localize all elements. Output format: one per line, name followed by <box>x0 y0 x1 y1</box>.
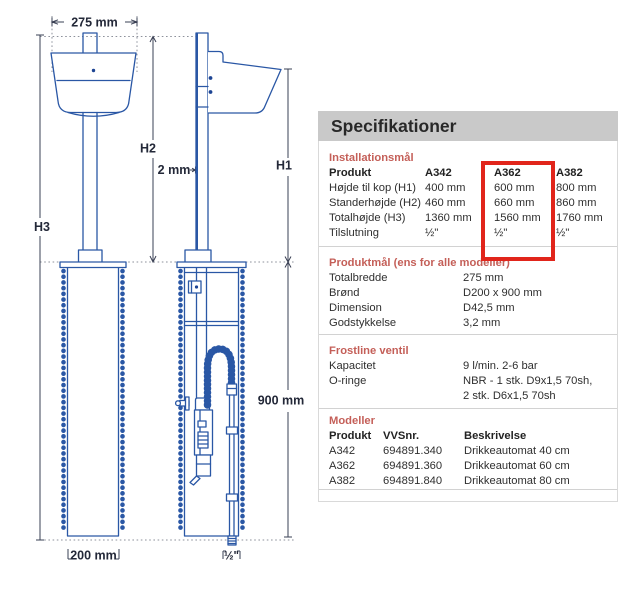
table-row: A362 694891.360 Drikkeautomat 60 cm <box>329 460 570 472</box>
well-flange <box>177 262 246 268</box>
dim-h3-label: H3 <box>34 220 50 234</box>
spec-panel-body <box>318 141 618 502</box>
section-installationsmal <box>319 141 617 247</box>
table-row: A382 694891.840 Drikkeautomat 80 cm <box>329 475 570 487</box>
right-well <box>176 262 246 545</box>
junction-box <box>189 281 202 293</box>
install-col-headers <box>329 166 617 181</box>
table-row: Standerhøjde (H2) 460 mm 660 mm 860 mm <box>329 197 597 209</box>
flex-hose <box>208 349 232 405</box>
table-row: Kapacitet 9 l/min. 2-6 bar <box>329 360 538 372</box>
mount-bolt <box>209 90 213 94</box>
dim-wall-label: 2 mm <box>157 162 191 177</box>
pipe-clamp <box>227 494 238 501</box>
supply-pipe <box>227 384 238 545</box>
basin-side-profile <box>208 52 281 114</box>
table-row: A342 694891.340 Drikkeautomat 40 cm <box>329 445 570 457</box>
spec-panel-title: Specifikationer <box>331 115 457 136</box>
well-flange <box>60 262 126 268</box>
table-row: Godstykkelse 3,2 mm <box>329 317 501 329</box>
table-row: Brønd D200 x 900 mm <box>329 287 542 299</box>
well-walls <box>68 268 119 536</box>
front-pole-collar <box>79 250 103 262</box>
col-header-produkt: Produkt <box>329 430 372 442</box>
dim-width-label: 275 mm <box>71 15 118 30</box>
dim-connection-label: ½" <box>223 550 240 563</box>
section-heading: Produktmål (ens for alle modeller) <box>329 257 510 269</box>
panel-footer-strip <box>319 490 617 501</box>
section-heading: Modeller <box>329 415 376 427</box>
table-row: Dimension D42,5 mm <box>329 302 515 314</box>
left-well <box>60 262 126 536</box>
front-pole <box>83 113 97 251</box>
dim-well-width-label: 200 mm <box>70 548 117 563</box>
col-header-a362: A362 <box>494 167 521 179</box>
valve-spout <box>190 476 200 485</box>
section-produktmal <box>319 247 617 335</box>
pipe-fitting <box>227 384 237 395</box>
section-heading: Frostline ventil <box>329 345 409 357</box>
technical-drawing <box>0 0 320 600</box>
spec-panel <box>318 111 618 502</box>
side-pole-collar <box>185 250 211 262</box>
dim-h2-label: H2 <box>140 141 156 156</box>
col-header-vvsnr: VVSnr. <box>383 430 420 442</box>
dim-h1-label: H1 <box>276 158 292 173</box>
front-view <box>51 33 136 262</box>
table-row: Tilslutning ½" ½" ½" <box>329 227 570 239</box>
col-header-produkt: Produkt <box>329 167 372 179</box>
table-row: O-ringe NBR - 1 stk. D9x1,5 70sh, 2 stk. D6x1,5 70sh <box>329 375 593 402</box>
threaded-connector <box>228 536 236 545</box>
mount-bolt <box>209 76 213 80</box>
section-modeller <box>319 409 617 490</box>
col-header-beskrivelse: Beskrivelse <box>464 430 527 442</box>
table-row: Totalbredde 275 mm <box>329 272 504 284</box>
side-view <box>185 33 281 262</box>
models-col-headers <box>329 429 617 444</box>
col-header-a342: A342 <box>425 167 452 179</box>
dim-depth-label: 900 mm <box>257 393 305 408</box>
spec-panel-header <box>318 111 618 141</box>
col-header-a382: A382 <box>556 167 583 179</box>
table-row: Totalhøjde (H3) 1360 mm 1560 mm 1760 mm <box>329 212 603 224</box>
section-frostline-ventil <box>319 335 617 409</box>
pipe-clamp <box>227 427 238 434</box>
section-heading: Installationsmål <box>329 152 414 164</box>
table-row: Højde til kop (H1) 400 mm 600 mm 800 mm <box>329 182 597 194</box>
